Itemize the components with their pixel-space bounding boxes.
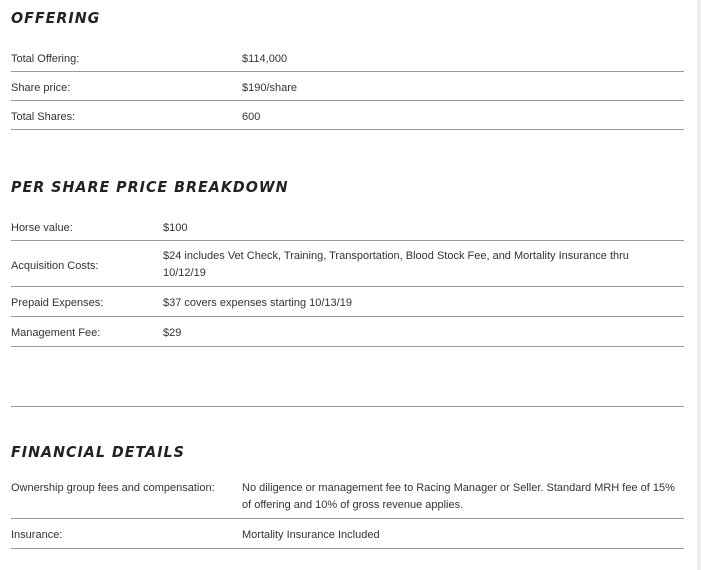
share-price-value: $190/share (242, 82, 298, 94)
insurance-value: Mortality Insurance Included (242, 529, 380, 541)
prepaid-expenses-label: Prepaid Expenses: (11, 297, 104, 309)
ownership-fees-value: No diligence or management fee to Racing Manager or Seller. Standard MRH fee of 15% of offering and 10% of gross revenue applies. (242, 482, 675, 511)
table-row (11, 519, 684, 549)
horse-value-label: Horse value: (11, 222, 73, 234)
table-row (11, 101, 684, 130)
table-row (11, 241, 684, 287)
table-row (11, 287, 684, 317)
table-row (11, 477, 684, 519)
horse-value-value: $100 (163, 222, 188, 234)
offering-heading: OFFERING (11, 9, 101, 27)
total-offering-label: Total Offering: (11, 53, 80, 65)
table-row (11, 72, 684, 101)
breakdown-heading: PER SHARE PRICE BREAKDOWN (11, 178, 289, 196)
total-shares-label: Total Shares: (11, 111, 76, 123)
prepaid-expenses-value: $37 covers expenses starting 10/13/19 (163, 297, 352, 309)
insurance-label: Insurance: (11, 529, 63, 541)
table-row (11, 48, 684, 72)
offering-table (11, 48, 684, 130)
ownership-fees-label: Ownership group fees and compensation: (11, 482, 215, 494)
management-fee-label: Management Fee: (11, 327, 101, 339)
financial-table (11, 477, 684, 549)
acquisition-costs-label: Acquisition Costs: (11, 260, 99, 272)
table-row (11, 317, 684, 347)
financial-heading: FINANCIAL DETAILS (11, 443, 185, 461)
total-shares-value: 600 (242, 111, 261, 123)
total-offering-value: $114,000 (242, 53, 288, 65)
breakdown-table (11, 217, 684, 347)
section-divider (11, 406, 684, 407)
table-row (11, 217, 684, 241)
share-price-label: Share price: (11, 82, 71, 94)
management-fee-value: $29 (163, 327, 182, 339)
acquisition-costs-value: $24 includes Vet Check, Training, Transportation, Blood Stock Fee, and Mortality Insurance thru 10/12/19 (163, 250, 629, 279)
scrollbar-track[interactable] (697, 0, 701, 570)
